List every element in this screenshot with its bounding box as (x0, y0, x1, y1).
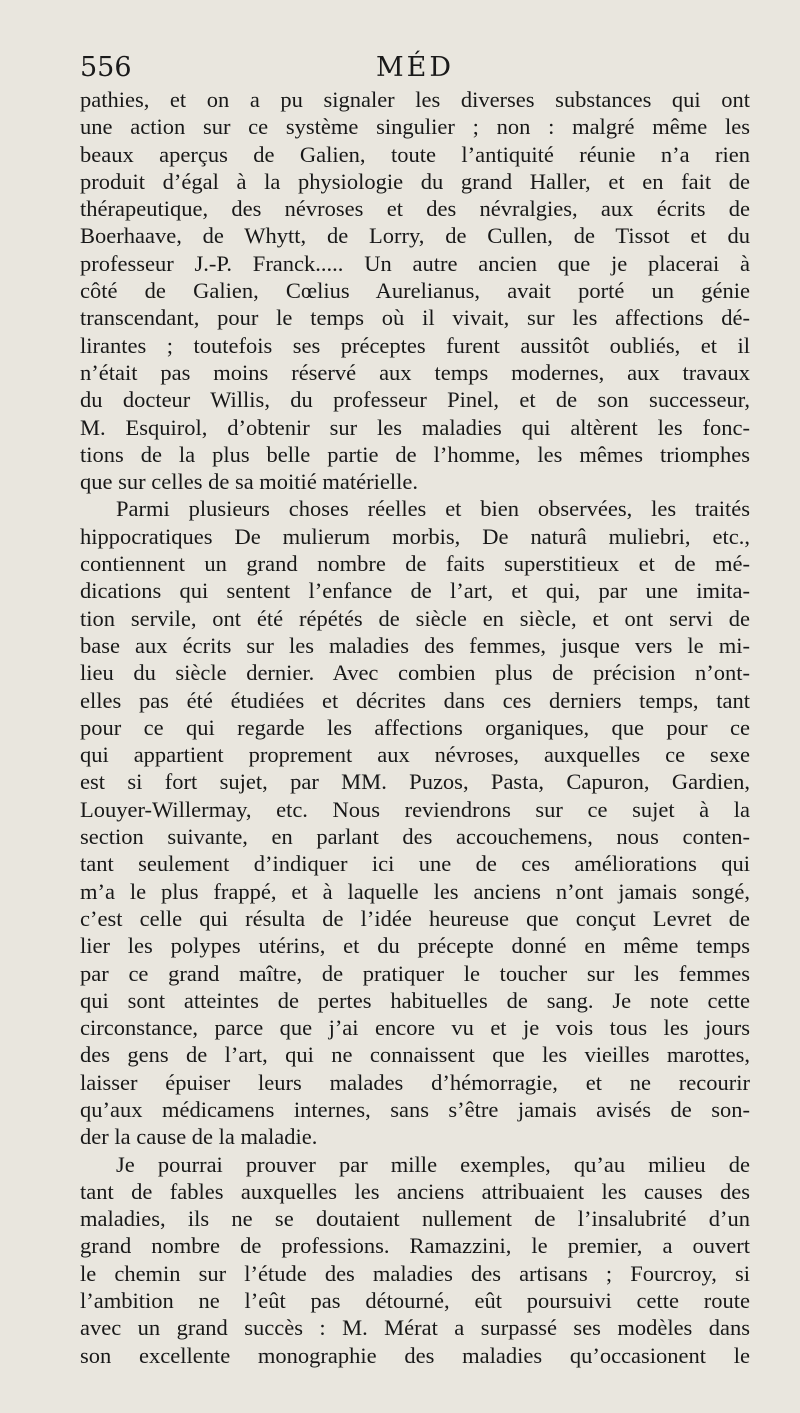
page-header (80, 48, 750, 88)
text-line: qui sont atteintes de pertes habituelles de sang. Je note cette (80, 987, 750, 1013)
text-line: maladies, ils ne se doutaient nullement de l’insalubrité d’un (80, 1206, 750, 1232)
text-line: tant seulement d’indiquer ici une de ces améliorations qui (80, 851, 750, 877)
text-line: qui appartient proprement aux névroses, auxquelles ce sexe (80, 742, 750, 768)
text-line: qu’aux médicamens internes, sans s’être jamais avisés de son- (80, 1096, 750, 1122)
text-line: thérapeutique, des névroses et des névralgies, aux écrits de (80, 196, 750, 222)
text-line: l’ambition ne l’eût pas détourné, eût poursuivi cette route (80, 1288, 750, 1314)
text-line: lier les polypes utérins, et du précepte donné en même temps (80, 933, 750, 959)
text-line: n’était pas moins réservé aux temps modernes, aux travaux (80, 359, 750, 385)
text-line: produit d’égal à la physiologie du grand Haller, et en fait de (80, 168, 750, 194)
running-head: MÉD (375, 52, 454, 83)
text-line: grand nombre de professions. Ramazzini, le premier, a ouvert (80, 1233, 750, 1259)
paragraph (80, 495, 750, 1150)
text-line: Boerhaave, de Whytt, de Lorry, de Cullen, de Tissot et du (80, 223, 750, 249)
text-line: des gens de l’art, qui ne connaissent que les vieilles marottes, (80, 1042, 750, 1068)
page-body-text (80, 86, 750, 1369)
text-line: pour ce qui regarde les affections organiques, que pour ce (80, 714, 750, 740)
text-line: circonstance, parce que j’ai encore vu et je vois tous les jours (80, 1015, 750, 1041)
paragraph (80, 86, 750, 495)
text-line: section suivante, en parlant des accouchemens, nous conten- (80, 824, 750, 850)
text-line: c’est celle qui résulta de l’idée heureuse que conçut Levret de (80, 905, 750, 931)
text-line: Je pourrai prouver par mille exemples, qu’au milieu de (116, 1151, 750, 1177)
text-line: hippocratiques De mulierum morbis, De naturâ muliebri, etc., (80, 523, 750, 549)
text-line: M. Esquirol, d’obtenir sur les maladies qui altèrent les fonc- (80, 414, 750, 440)
text-line: Parmi plusieurs choses réelles et bien observées, les traités (116, 496, 750, 522)
text-line: avec un grand succès : M. Mérat a surpassé ses modèles dans (80, 1315, 750, 1341)
text-line: lirantes ; toutefois ses préceptes furent aussitôt oubliés, et il (80, 332, 750, 358)
text-line: m’a le plus frappé, et à laquelle les anciens n’ont jamais songé, (80, 878, 750, 904)
text-line: professeur J.-P. Franck..... Un autre ancien que je placerai à (80, 250, 750, 276)
text-line: que sur celles de sa moitié matérielle. (80, 469, 418, 495)
text-line: pathies, et on a pu signaler les diverses substances qui ont (80, 87, 750, 112)
text-line: base aux écrits sur les maladies des femmes, jusque vers le mi- (80, 632, 750, 658)
text-line: tion servile, ont été répétés de siècle en siècle, et ont servi de (80, 605, 750, 631)
text-line: par ce grand maître, de pratiquer le toucher sur les femmes (80, 960, 750, 986)
text-line: une action sur ce système singulier ; non : malgré même les (80, 114, 750, 140)
text-line: du docteur Willis, du professeur Pinel, et de son successeur, (80, 387, 750, 413)
text-line: laisser épuiser leurs malades d’hémorragie, et ne recourir (80, 1069, 750, 1095)
text-line: elles pas été étudiées et décrites dans ces derniers temps, tant (80, 687, 750, 713)
text-line: lieu du siècle dernier. Avec combien plus de précision n’ont- (80, 660, 750, 686)
text-line: Louyer-Willermay, etc. Nous reviendrons sur ce sujet à la (80, 796, 750, 822)
text-line: dications qui sentent l’enfance de l’art, et qui, par une imita- (80, 578, 750, 604)
text-line: contiennent un grand nombre de faits superstitieux et de mé- (80, 551, 750, 577)
text-line: transcendant, pour le temps où il vivait, sur les affections dé- (80, 305, 750, 331)
text-line: der la cause de la maladie. (80, 1124, 318, 1150)
text-line: le chemin sur l’étude des maladies des artisans ; Fourcroy, si (80, 1260, 750, 1286)
paragraph (80, 1151, 750, 1369)
text-line: est si fort sujet, par MM. Puzos, Pasta, Capuron, Gardien, (80, 769, 750, 795)
text-line: tions de la plus belle partie de l’homme, les mêmes triomphes (80, 441, 750, 467)
text-line: tant de fables auxquelles les anciens attribuaient les causes des (80, 1178, 750, 1204)
page-number: 556 (80, 52, 132, 83)
text-line: côté de Galien, Cœlius Aurelianus, avait porté un génie (80, 278, 750, 304)
text-line: son excellente monographie des maladies qu’occasionent le (80, 1342, 750, 1368)
text-line: beaux aperçus de Galien, toute l’antiquité réunie n’a rien (80, 141, 750, 167)
